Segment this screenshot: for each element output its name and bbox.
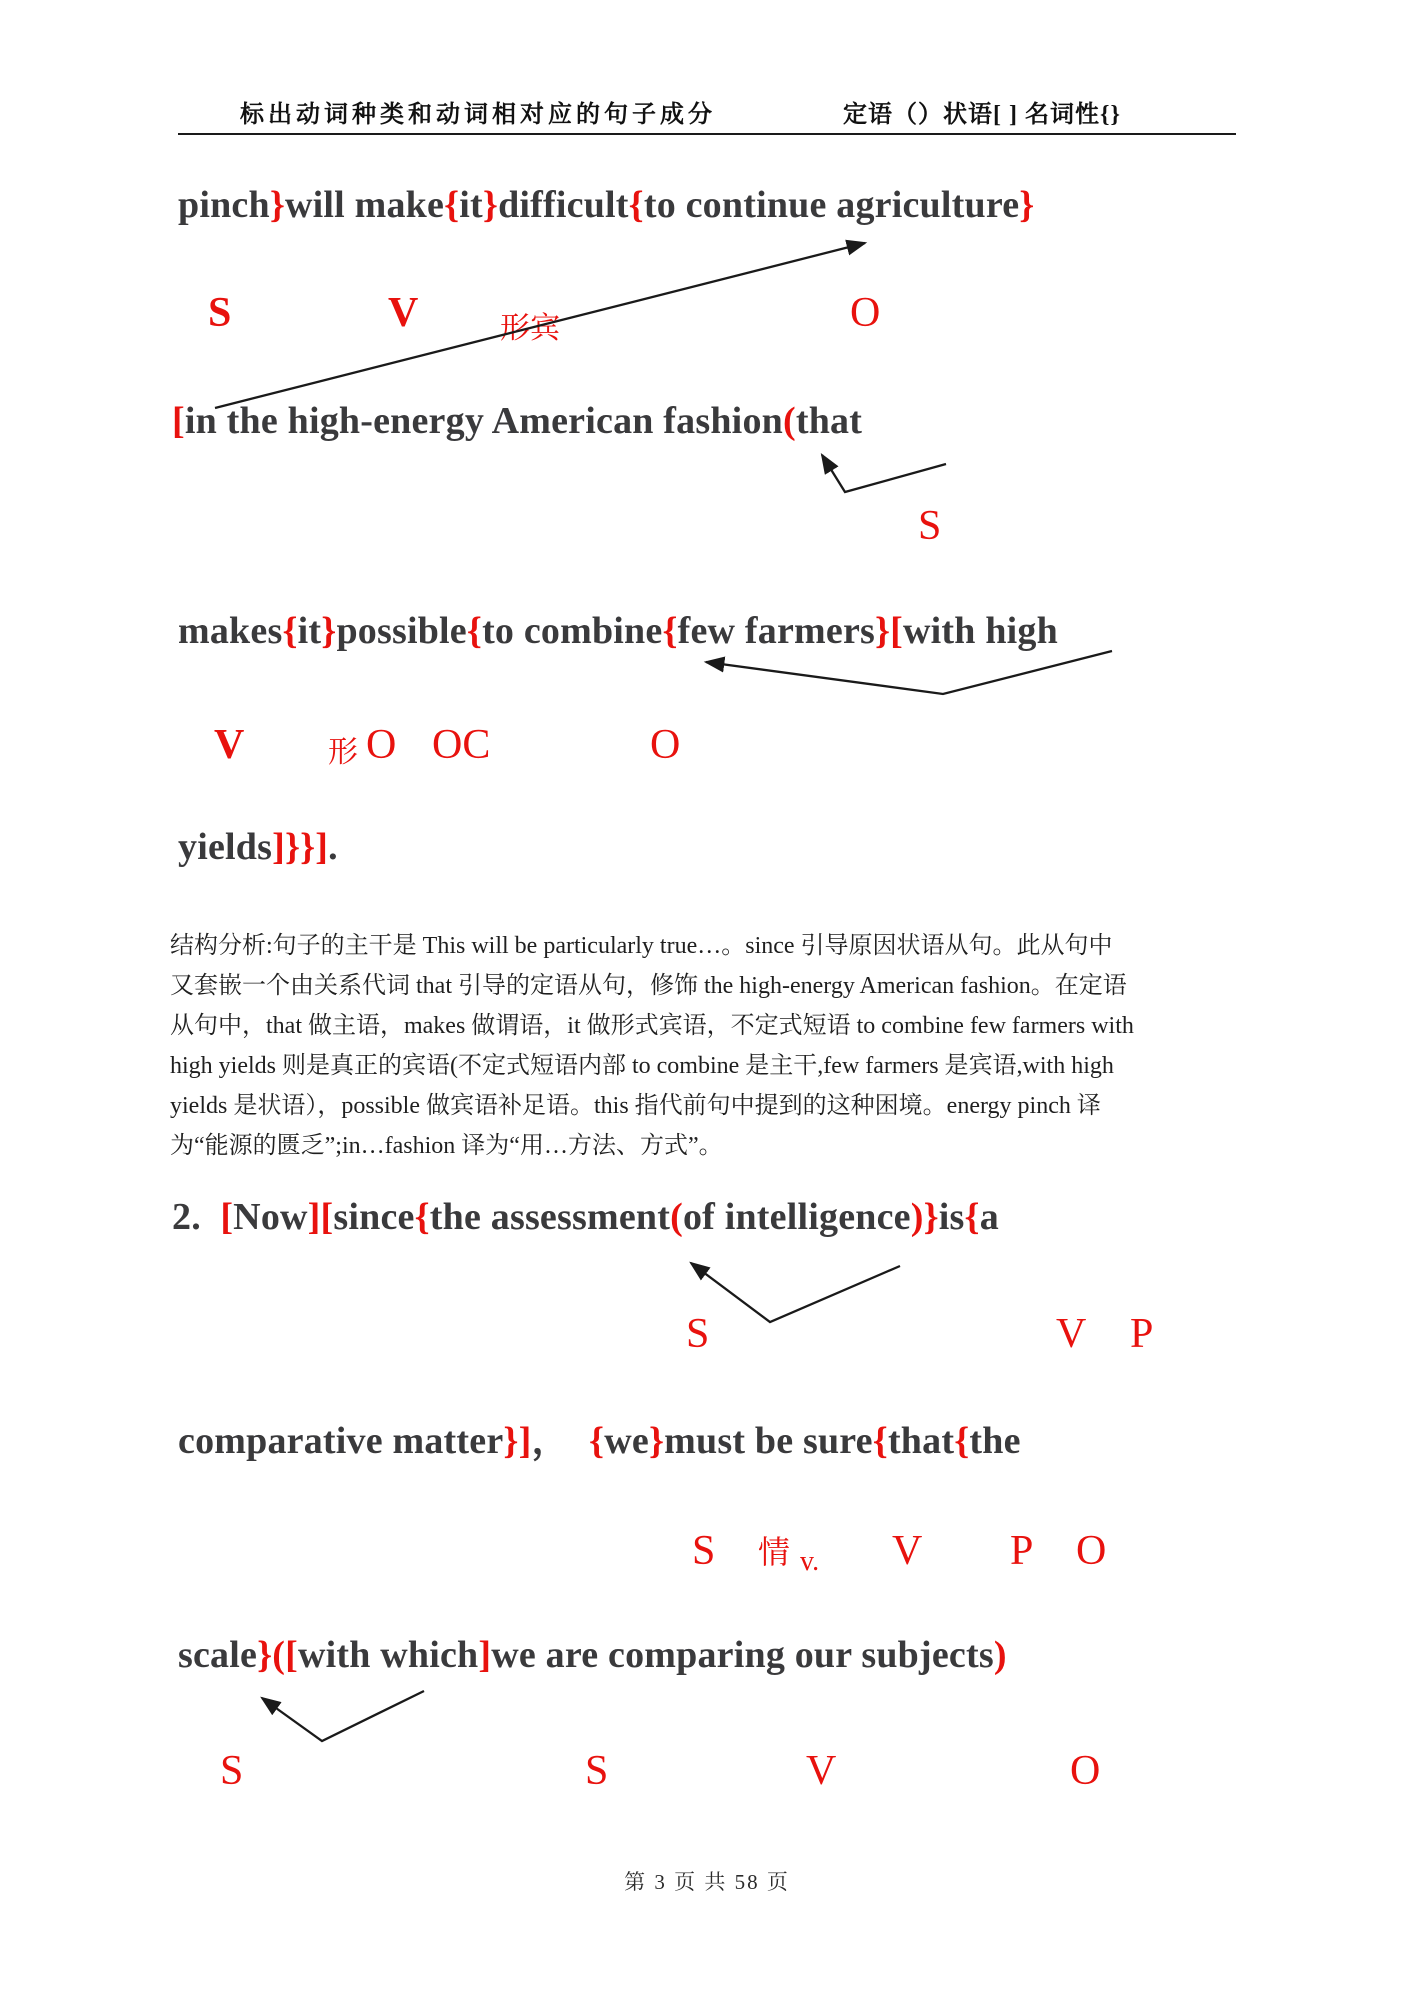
label-verb-5: V [806,1748,837,1794]
text-segment: will make [285,184,445,226]
text-segment: with high [903,610,1058,652]
text-segment: difficult [498,184,629,226]
bracket-mark: }([ [257,1634,298,1676]
label-subject-2: S [686,1311,710,1357]
analysis-paragraph [170,926,1255,1166]
page-number: 第 3 页 共 58 页 [624,1870,790,1894]
bracket-mark: { [954,1420,970,1462]
bracket-mark: { [628,184,644,226]
analysis-line-1: 结构分析:句子的主干是 This will be particularly true…。since 引导原因状语从句。此从句中 [170,933,1113,959]
label-verb-2: V [214,722,245,768]
bracket-mark: } [648,1420,665,1462]
text-segment: we [604,1420,649,1462]
label-verb-3: V [1056,1311,1087,1357]
analysis-line-6: 为“能源的匮乏”;in…fashion 译为“用…方法、方式”。 [170,1133,723,1159]
bracket-mark: }] [503,1420,532,1462]
text-segment: a [979,1196,999,1238]
label-subject-4: S [220,1748,244,1794]
label-object-5: O [1070,1748,1101,1794]
label-formal-marker-2: 形 [328,736,358,769]
label-subject-5: S [585,1748,609,1794]
text-segment: it [459,184,483,226]
bracket-mark: { [466,610,483,652]
label-modal-cjk: 情 [758,1534,791,1570]
label-subject-3: S [692,1528,716,1574]
text-segment: makes [178,610,283,652]
text-segment: 2. [172,1196,221,1238]
arrow-to-fashion-that [822,455,946,492]
bracket-mark: { [964,1196,980,1238]
bracket-mark: } [1019,184,1035,226]
header-left-title: 标出动词种类和动词相对应的句子成分 [240,102,716,128]
sentence2-heading [172,1198,999,1236]
text-segment: ， [531,1420,590,1462]
sentence1-line-fashion [172,402,862,440]
header-rule [178,133,1236,135]
label-formal-object-1: 形宾 [500,312,560,345]
bracket-mark: }[ [875,610,904,652]
text-segment: . [328,826,338,868]
bracket-mark: } [269,184,286,226]
text-segment: must be sure [664,1420,873,1462]
bracket-mark: { [282,610,298,652]
text-segment: the assessment [429,1196,671,1238]
text-segment: that [887,1420,955,1462]
bracket-mark: [ [220,1196,234,1238]
analysis-line-5: yields 是状语），possible 做宾语补足语。this 指代前句中提到的这种困境。energy pinch 译 [170,1093,1101,1119]
text-segment: to continue agriculture [643,184,1020,226]
arrow-to-scale [262,1691,424,1741]
sentence1-line-yields [178,828,338,866]
bracket-mark: { [662,610,678,652]
bracket-mark: { [872,1420,888,1462]
bracket-mark: ( [670,1196,683,1238]
text-segment: yields [178,826,273,868]
label-object-1: O [850,290,881,336]
arrow-to-assessment [691,1263,900,1322]
text-segment: with which [297,1634,479,1676]
bracket-mark: { [589,1420,605,1462]
sentence1-line-pinch [178,186,1034,224]
bracket-mark: )} [910,1196,939,1238]
label-verb-1: V [388,290,419,336]
label-subject-that-clause: S [918,503,942,549]
text-segment: is [938,1196,965,1238]
analysis-line-2: 又套嵌一个由关系代词 that 引导的定语从句，修饰 the high-energy American fashion。在定语 [170,973,1127,999]
label-subject-1: S [208,290,232,336]
bracket-mark: ( [782,400,796,442]
header-right-legend: 定语（）状语[ ] 名词性{} [843,102,1121,128]
text-segment: that [795,400,863,442]
text-segment: scale [178,1634,258,1676]
text-segment: of intelligence [682,1196,911,1238]
text-segment: since [333,1196,415,1238]
sentence1-line-makes [178,612,1058,650]
label-predicative-2: P [1010,1528,1034,1574]
label-object-3: O [650,722,681,768]
text-segment: few farmers [677,610,875,652]
bracket-mark: { [444,184,460,226]
text-segment: Now [233,1196,308,1238]
bracket-mark: ][ [307,1196,334,1238]
text-segment: possible [336,610,467,652]
label-object-4: O [1076,1528,1107,1574]
text-segment: the [969,1420,1021,1462]
bracket-mark: ]}}] [272,826,329,868]
bracket-mark: { [414,1196,430,1238]
text-segment: pinch [178,184,270,226]
bracket-mark: } [482,184,499,226]
label-object-2: O [366,722,397,768]
label-modal-v: v. [800,1546,820,1577]
text-segment: to combine [482,610,663,652]
bracket-mark: [ [172,400,185,442]
label-predicative-1: P [1130,1311,1154,1357]
text-segment: it [297,610,322,652]
label-object-complement: OC [432,722,491,768]
sentence2-line-scale [178,1636,1007,1674]
bracket-mark: } [321,610,337,652]
bracket-mark: ) [993,1634,1007,1676]
analysis-line-3: 从句中，that 做主语，makes 做谓语，it 做形式宾语，不定式短语 to combine few farmers with [170,1013,1134,1039]
analysis-line-4: high yields 则是真正的宾语(不定式短语内部 to combine 是主干,few farmers 是宾语,with high [170,1053,1114,1079]
arrow-to-combine [706,651,1112,694]
text-segment: in the high-energy American fashion [184,400,783,442]
label-verb-4: V [892,1528,923,1574]
text-segment: comparative matter [178,1420,504,1462]
bracket-mark: ] [478,1634,492,1676]
sentence2-line-comparative [178,1422,1021,1460]
text-segment: we are comparing our subjects [491,1634,994,1676]
